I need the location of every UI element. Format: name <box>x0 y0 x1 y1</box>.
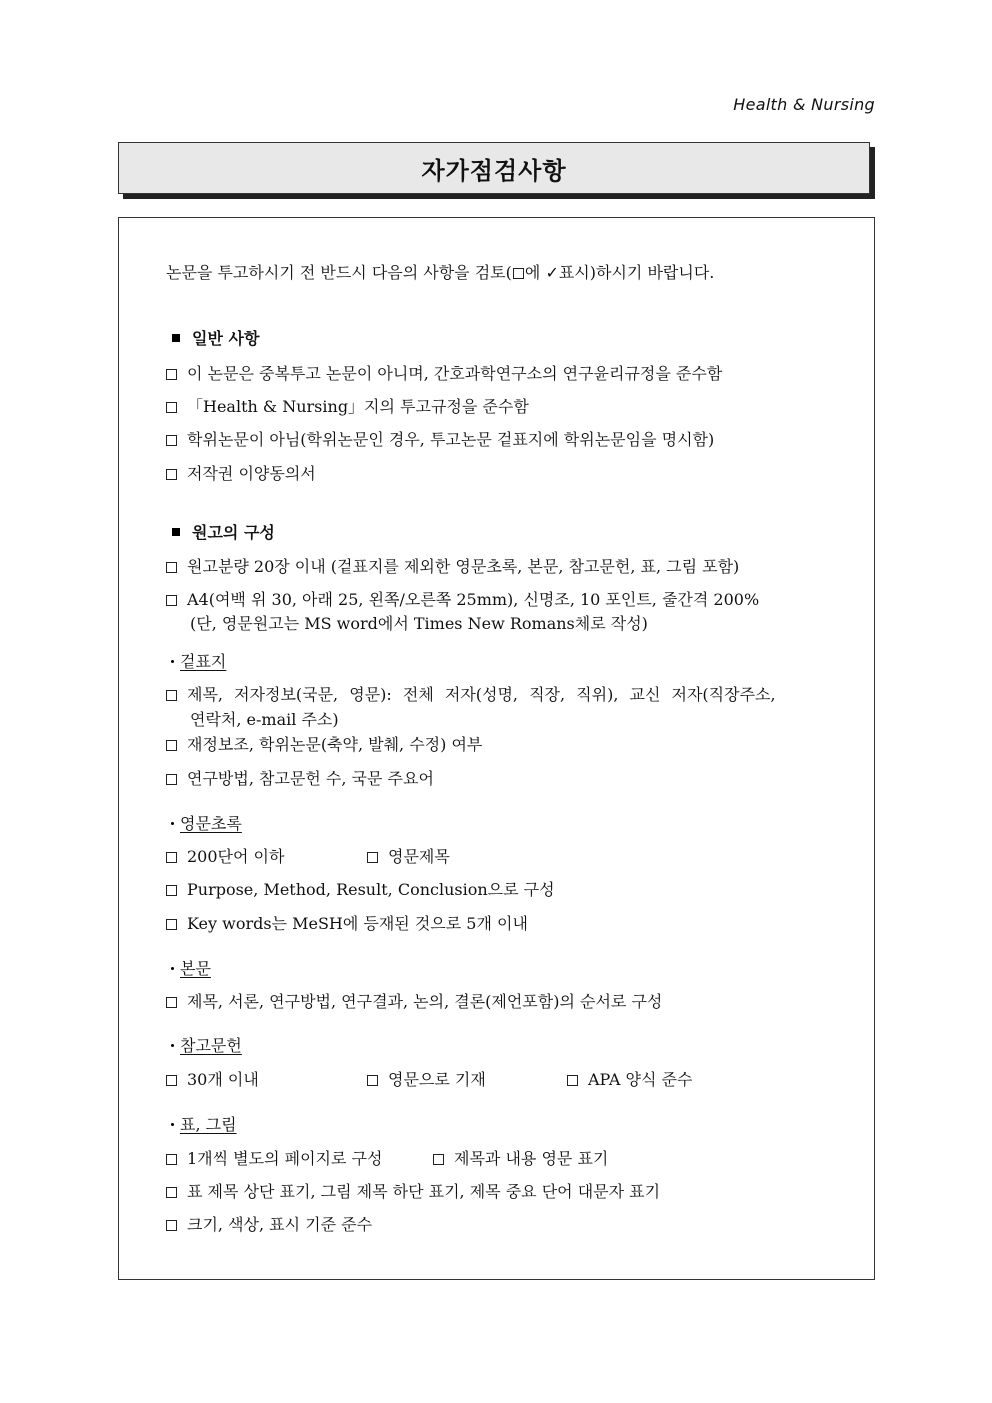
checklist-item[interactable] <box>166 1215 372 1235</box>
checkbox[interactable] <box>166 1154 177 1165</box>
checklist-item[interactable] <box>166 1070 259 1090</box>
subsection-references <box>171 1036 242 1056</box>
checklist-item[interactable] <box>567 1070 692 1090</box>
dot-bullet-icon <box>171 660 174 663</box>
checkmark-icon: ✓ <box>545 263 559 282</box>
subsection-figures <box>171 1115 237 1135</box>
checklist-item[interactable] <box>166 847 284 867</box>
checklist-item-label: 「Health & Nursing」지의 투고규정을 준수함 <box>187 397 529 416</box>
checklist-item[interactable] <box>166 430 714 450</box>
checklist-item-label: 이 논문은 중복투고 논문이 아니며, 간호과학연구소의 연구윤리규정을 준수함 <box>187 364 723 383</box>
checklist-item-label: 30개 이내 <box>187 1070 259 1089</box>
checkbox[interactable] <box>166 435 177 446</box>
checkbox[interactable] <box>166 1187 177 1198</box>
checkbox[interactable] <box>166 919 177 930</box>
intro-text <box>166 263 714 283</box>
checkbox[interactable] <box>166 1220 177 1231</box>
running-head: Health & Nursing <box>733 95 875 114</box>
dot-bullet-icon <box>171 1044 174 1047</box>
checklist-item-label: 학위논문이 아님(학위논문인 경우, 투고논문 겉표지에 학위논문임을 명시함) <box>187 430 715 449</box>
checklist-item-label: 재정보조, 학위논문(축약, 발췌, 수정) 여부 <box>187 735 483 754</box>
checkbox[interactable] <box>166 402 177 413</box>
checklist-box <box>118 217 875 1280</box>
checklist-item-label: 영문으로 기재 <box>388 1070 486 1089</box>
checklist-item[interactable] <box>433 1149 608 1169</box>
checklist-item-continuation: (단, 영문원고는 MS word에서 Times New Romans체로 작성) <box>190 614 648 633</box>
intro-before: 논문을 투고하시기 전 반드시 다음의 사항을 검토( <box>166 263 512 282</box>
dot-bullet-icon <box>171 967 174 970</box>
square-bullet-icon <box>172 528 180 536</box>
checklist-item-label: APA 양식 준수 <box>588 1070 693 1089</box>
checklist-item[interactable] <box>166 464 316 484</box>
checklist-item[interactable] <box>166 397 529 417</box>
subsection-cover <box>171 652 226 672</box>
checklist-item-label: Key words는 MeSH에 등재된 것으로 5개 이내 <box>187 914 528 933</box>
section-heading-general <box>172 329 259 349</box>
checklist-item[interactable] <box>166 685 776 705</box>
checklist-item[interactable] <box>166 880 555 900</box>
checklist-item-label: 200단어 이하 <box>187 847 285 866</box>
dot-bullet-icon <box>171 1123 174 1126</box>
checklist-item-continuation: 연락처, e-mail 주소) <box>190 710 339 729</box>
checkbox[interactable] <box>166 690 177 701</box>
checklist-item[interactable] <box>166 769 434 789</box>
checkbox[interactable] <box>166 1075 177 1086</box>
checklist-item-label: 1개씩 별도의 페이지로 구성 <box>187 1149 383 1168</box>
checkbox[interactable] <box>166 852 177 863</box>
checklist-item[interactable] <box>166 590 759 610</box>
checkbox[interactable] <box>433 1154 444 1165</box>
checkbox[interactable] <box>166 774 177 785</box>
section-heading-label: 일반 사항 <box>192 329 260 348</box>
checklist-item[interactable] <box>166 1149 382 1169</box>
page-title: 자가점검사항 <box>421 156 567 185</box>
checklist-item[interactable] <box>367 1070 486 1090</box>
subsection-label: 참고문헌 <box>180 1036 242 1055</box>
intro-mid: 에 <box>524 263 546 282</box>
section-heading-label: 원고의 구성 <box>192 523 275 542</box>
checklist-item[interactable] <box>166 364 722 384</box>
section-heading-structure <box>172 523 275 543</box>
subsection-label: 영문초록 <box>180 814 242 833</box>
title-banner <box>118 142 870 194</box>
checklist-item-label: Purpose, Method, Result, Conclusion으로 구성 <box>187 880 555 899</box>
checklist-item[interactable] <box>166 557 739 577</box>
intro-after: 표시)하시기 바랍니다. <box>558 263 715 282</box>
subsection-label: 겉표지 <box>180 652 227 671</box>
checklist-item-label: 제목, 저자정보(국문, 영문): 전체 저자(성명, 직장, 직위), 교신 저자(직장주소, <box>187 685 776 704</box>
checkbox-icon <box>513 268 524 279</box>
checkbox[interactable] <box>166 997 177 1008</box>
checklist-item-label: 영문제목 <box>388 847 450 866</box>
subsection-label: 표, 그림 <box>180 1115 237 1134</box>
checklist-item[interactable] <box>166 914 528 934</box>
checklist-item-label: 연구방법, 참고문헌 수, 국문 주요어 <box>187 769 434 788</box>
checklist-item-label: 제목과 내용 영문 표기 <box>454 1149 609 1168</box>
square-bullet-icon <box>172 334 180 342</box>
subsection-label: 본문 <box>180 959 211 978</box>
checklist-item[interactable] <box>166 1182 660 1202</box>
checklist-item-label: A4(여백 위 30, 아래 25, 왼쪽/오른쪽 25mm), 신명조, 10 포인트, 줄간격 200% <box>187 590 760 609</box>
checklist-item-label: 크기, 색상, 표시 기준 준수 <box>187 1215 373 1234</box>
checklist-item[interactable] <box>367 847 450 867</box>
checkbox[interactable] <box>166 595 177 606</box>
subsection-abstract <box>171 814 242 834</box>
checkbox[interactable] <box>166 885 177 896</box>
checklist-item-label: 제목, 서론, 연구방법, 연구결과, 논의, 결론(제언포함)의 순서로 구성 <box>187 992 663 1011</box>
checklist-item-label: 원고분량 20장 이내 (겉표지를 제외한 영문초록, 본문, 참고문헌, 표, 그림 포함) <box>187 557 740 576</box>
checkbox[interactable] <box>166 562 177 573</box>
checklist-item[interactable] <box>166 992 662 1012</box>
checkbox[interactable] <box>367 1075 378 1086</box>
checklist-item-label: 표 제목 상단 표기, 그림 제목 하단 표기, 제목 중요 단어 대문자 표기 <box>187 1182 661 1201</box>
checkbox[interactable] <box>166 369 177 380</box>
subsection-body <box>171 959 211 979</box>
checkbox[interactable] <box>166 740 177 751</box>
checkbox[interactable] <box>567 1075 578 1086</box>
dot-bullet-icon <box>171 822 174 825</box>
checkbox[interactable] <box>367 852 378 863</box>
checklist-item-label: 저작권 이양동의서 <box>187 464 316 483</box>
checkbox[interactable] <box>166 469 177 480</box>
checklist-item[interactable] <box>166 735 482 755</box>
